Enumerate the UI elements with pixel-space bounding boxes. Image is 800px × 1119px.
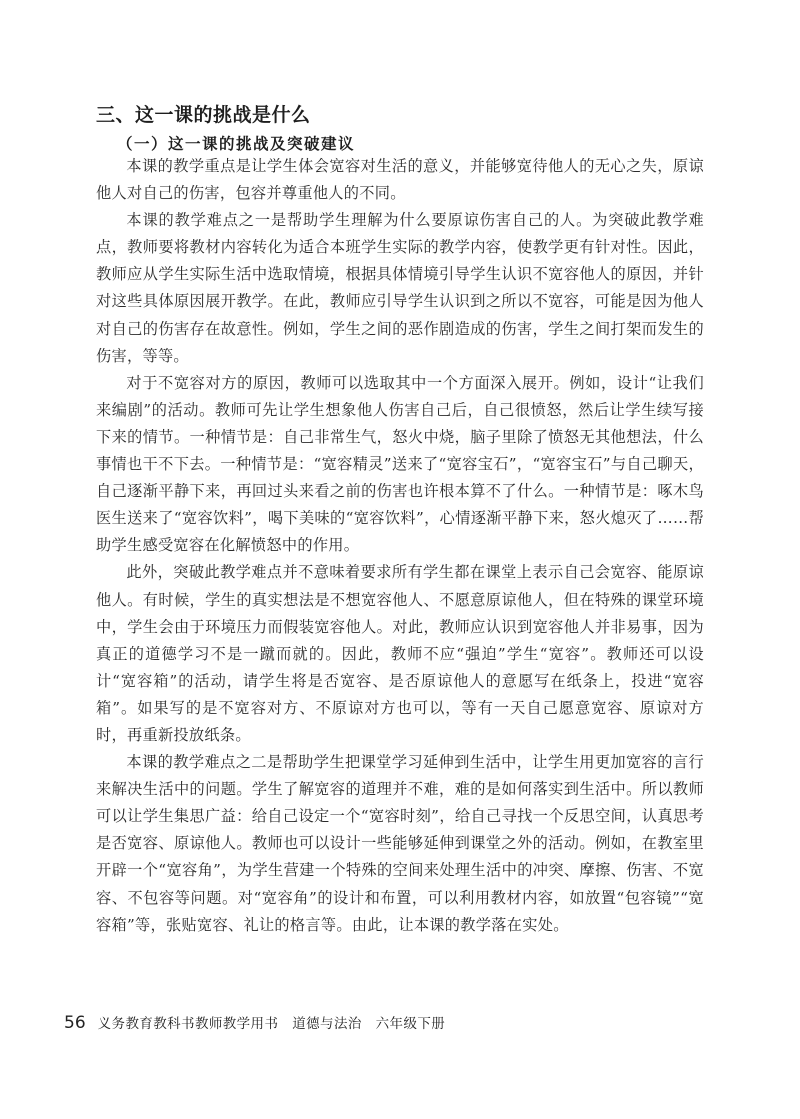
paragraph-teaching-focus: 本课的教学重点是让学生体会宽容对生活的意义，并能够宽待他人的无心之失，原谅他人对自己的伤害，包容并尊重他人的不同。 <box>96 157 704 203</box>
paragraph-difficulty-one: 本课的教学难点之一是帮助学生理解为什么要原谅伤害自己的人。为突破此教学难点，教师要将教材内容转化为适合本班学生实际的教学内容，使教学更有针对性。因此，教师应从学生实际生活中选取情境，根据具体情境引导学生认识不宽容他人的原因，并针对这些具体原因展开教学。在此，教师应引导学生认识到之所以不宽容，可能是因为他人对自己的伤害存在故意性。例如，学生之间的恶作剧造成的伤害，学生之间打架而发生的伤害，等等。 <box>96 211 704 365</box>
subsection-heading: （一）这一课的挑战及突破建议 <box>117 135 356 153</box>
paragraph-tolerance-box: 此外，突破此教学难点并不意味着要求所有学生都在课堂上表示自己会宽容、能原谅他人。有时候，学生的真实想法是不想宽容他人、不愿意原谅他人，但在特殊的课堂环境中，学生会由于环境压力而假装宽容他人。对此，教师应认识到宽容他人并非易事，因为真正的道德学习不是一蹴而就的。因此，教师不应“强迫”学生“宽容”。教师还可以设计“宽容箱”的活动，请学生将是否宽容、是否原谅他人的意愿写在纸条上，投进“宽容箱”。如果写的是不宽容对方、不原谅对方也可以，等有一天自己愿意宽容、原谅对方时，再重新投放纸条。 <box>96 563 704 744</box>
book-title: 义务教育教科书教师教学用书 道德与法治 六年级下册 <box>97 1016 446 1032</box>
page-footer <box>64 1012 445 1033</box>
section-heading: 三、这一课的挑战是什么 <box>96 104 311 126</box>
paragraph-difficulty-two: 本课的教学难点之二是帮助学生把课堂学习延伸到生活中，让学生用更加宽容的言行来解决生活中的问题。学生了解宽容的道理并不难，难的是如何落实到生活中。所以教师可以让学生集思广益：给自己设定一个“宽容时刻”，给自己寻找一个反思空间，认真思考是否宽容、原谅他人。教师也可以设计一些能够延伸到课堂之外的活动。例如，在教室里开辟一个“宽容角”，为学生营建一个特殊的空间来处理生活中的冲突、摩擦、伤害、不宽容、不包容等问题。对“宽容角”的设计和布置，可以利用教材内容，如放置“包容镜”“宽容箱”等，张贴宽容、礼让的格言等。由此，让本课的教学落在实处。 <box>96 753 704 934</box>
paragraph-scriptwriting-activity: 对于不宽容对方的原因，教师可以选取其中一个方面深入展开。例如，设计“让我们来编剧”的活动。教师可先让学生想象他人伤害自己后，自己很愤怒，然后让学生续写接下来的情节。一种情节是：自己非常生气，怒火中烧，脑子里除了愤怒无其他想法，什么事情也干不下去。一种情节是：“宽容精灵”送来了“宽容宝石”，“宽容宝石”与自己聊天，自己逐渐平静下来，再回过头来看之前的伤害也许根本算不了什么。一种情节是：啄木鸟医生送来了“宽容饮料”，喝下美味的“宽容饮料”，心情逐渐平静下来，怒火熄灭了……帮助学生感受宽容在化解愤怒中的作用。 <box>96 373 704 555</box>
page-number: 56 <box>64 1013 86 1033</box>
body-text <box>96 153 704 939</box>
